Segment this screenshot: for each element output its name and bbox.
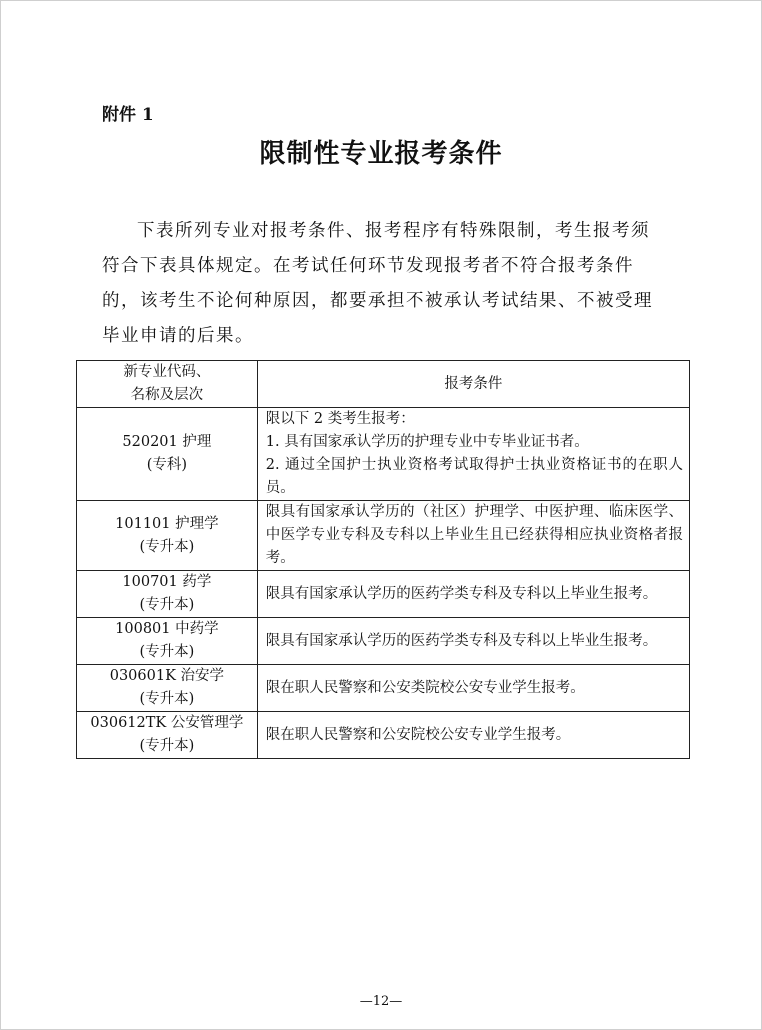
intro-paragraph: 下表所列专业对报考条件、报考程序有特殊限制，考生报考须符合下表具体规定。在考试任何环节发现报考者不符合报考条件的，该考生不论何种原因，都要承担不被承认考试结果、不被受理毕业申请的后果。 (102, 221, 653, 346)
condition-line: 限在职人民警察和公安类院校公安专业学生报考。 (265, 679, 585, 696)
major-level: (专升本) (139, 597, 195, 613)
major-level: (专升本) (139, 644, 195, 660)
table-row (77, 665, 690, 712)
table-row (77, 712, 690, 759)
major-level: (专升本) (139, 738, 195, 754)
major-level: (专升本) (139, 691, 195, 707)
page-number: —12— (359, 994, 403, 1009)
condition-line: 2. 通过全国护士执业资格考试取得护士执业资格证书的在职人员。 (265, 457, 683, 496)
table-header-row (77, 361, 690, 408)
major-name: 100801 中药学 (115, 621, 219, 637)
table-row (77, 618, 690, 665)
conditions-cell (257, 665, 689, 712)
header-conditions: 报考条件 (257, 361, 689, 408)
condition-line: 限具有国家承认学历的（社区）护理学、中医护理、临床医学、中医学专业专科及专科以上毕业生且已经获得相应执业资格者报考。 (265, 504, 683, 566)
major-name: 030601K 治安学 (109, 668, 225, 684)
header-major (77, 361, 258, 408)
major-cell (77, 712, 258, 759)
conditions-cell (257, 501, 689, 571)
major-cell (77, 665, 258, 712)
condition-line: 限在职人民警察和公安院校公安专业学生报考。 (265, 726, 571, 743)
major-cell (77, 408, 258, 501)
condition-line: 限具有国家承认学历的医药学类专科及专科以上毕业生报考。 (265, 632, 658, 649)
header-major-line2: 名称及层次 (130, 387, 204, 403)
table-row (77, 501, 690, 571)
condition-line: 限具有国家承认学历的医药学类专科及专科以上毕业生报考。 (265, 585, 658, 602)
condition-line: 1. 具有国家承认学历的护理专业中专毕业证书者。 (265, 434, 589, 450)
major-name: 100701 药学 (122, 574, 212, 590)
requirements-table (76, 360, 690, 759)
conditions-cell (257, 618, 689, 665)
conditions-cell (257, 571, 689, 618)
major-name: 030612TK 公安管理学 (90, 715, 244, 731)
conditions-cell (257, 712, 689, 759)
major-level: (专科) (146, 457, 188, 473)
document-title: 限制性专业报考条件 (259, 139, 503, 169)
major-level: (专升本) (139, 538, 195, 555)
condition-line: 限以下 2 类考生报考： (265, 411, 415, 427)
major-cell (77, 501, 258, 571)
major-name: 101101 护理学 (115, 515, 219, 532)
attachment-label: 附件 1 (102, 105, 154, 125)
conditions-cell (257, 408, 689, 501)
major-cell (77, 618, 258, 665)
major-name: 520201 护理 (122, 434, 212, 450)
table-row (77, 571, 690, 618)
header-major-line1: 新专业代码、 (123, 364, 211, 380)
major-cell (77, 571, 258, 618)
table-row (77, 408, 690, 501)
